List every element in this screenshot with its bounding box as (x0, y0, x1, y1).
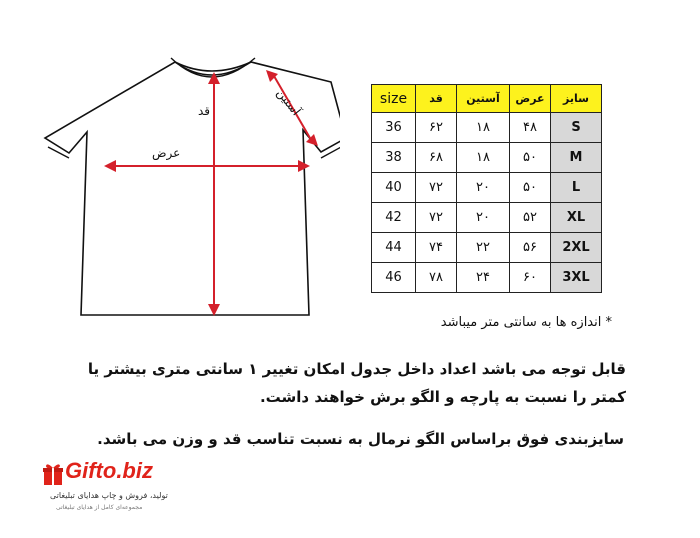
unit-note: * اندازه ها به سانتی متر میباشد (440, 315, 612, 330)
cell-width: ۵۶ (510, 233, 551, 263)
gift-box-icon (42, 462, 64, 486)
table-row (372, 143, 602, 173)
table-header-row (372, 85, 602, 113)
cell-height: ۶۲ (416, 113, 457, 143)
table-row (372, 203, 602, 233)
cell-height: ۷۴ (416, 233, 457, 263)
width-label: عرض (152, 146, 181, 160)
cell-width: ۵۰ (510, 143, 551, 173)
cell-width: ۴۸ (510, 113, 551, 143)
table-row (372, 263, 602, 293)
cell-width: ۶۰ (510, 263, 551, 293)
cell-width: ۵۰ (510, 173, 551, 203)
cell-size: 3XL (551, 263, 602, 293)
cell-sleeve: ۲۲ (457, 233, 510, 263)
table-row (372, 113, 602, 143)
cell-size-en: 36 (372, 113, 416, 143)
cell-size: S (551, 113, 602, 143)
cell-height: ۷۲ (416, 203, 457, 233)
cell-size: L (551, 173, 602, 203)
cell-size: M (551, 143, 602, 173)
cell-height: ۷۲ (416, 173, 457, 203)
tolerance-line-2: کمتر را نسبت به پارچه و الگو برش خواهند داشت. (259, 388, 626, 406)
cell-sleeve: ۲۰ (457, 203, 510, 233)
header-height: قد (416, 85, 457, 113)
table-row (372, 233, 602, 263)
cell-size-en: 40 (372, 173, 416, 203)
tolerance-paragraph (26, 355, 626, 411)
logo-subtagline: مجموعه‌ای کامل از هدایای تبلیغاتی (56, 504, 143, 511)
header-width: عرض (510, 85, 551, 113)
gifto-logo (36, 458, 196, 520)
cell-sleeve: ۱۸ (457, 143, 510, 173)
cell-sleeve: ۲۴ (457, 263, 510, 293)
table-row (372, 173, 602, 203)
cell-size-en: 46 (372, 263, 416, 293)
cell-sleeve: ۱۸ (457, 113, 510, 143)
cell-size-en: 44 (372, 233, 416, 263)
sizing-paragraph: سایزبندی فوق براساس الگو نرمال به نسبت تناسب قد و وزن می باشد. (97, 430, 624, 448)
cell-size-en: 42 (372, 203, 416, 233)
sleeve-label: آستین (273, 86, 304, 119)
cell-size: XL (551, 203, 602, 233)
cell-height: ۷۸ (416, 263, 457, 293)
size-table (371, 84, 602, 293)
tshirt-size-diagram (40, 50, 340, 330)
header-size-en: size (372, 85, 416, 113)
tolerance-line-1: قابل توجه می باشد اعداد داخل جدول امکان تغییر ۱ سانتی متری بیشتر یا (87, 360, 626, 378)
height-label: قد (198, 104, 211, 118)
cell-height: ۶۸ (416, 143, 457, 173)
logo-wordmark: Gifto.biz (65, 458, 153, 483)
cell-width: ۵۲ (510, 203, 551, 233)
header-size: سایز (551, 85, 602, 113)
cell-size: 2XL (551, 233, 602, 263)
cell-size-en: 38 (372, 143, 416, 173)
cell-sleeve: ۲۰ (457, 173, 510, 203)
logo-tagline: تولید، فروش و چاپ هدایای تبلیغاتی (50, 491, 168, 500)
header-sleeve: آستین (457, 85, 510, 113)
